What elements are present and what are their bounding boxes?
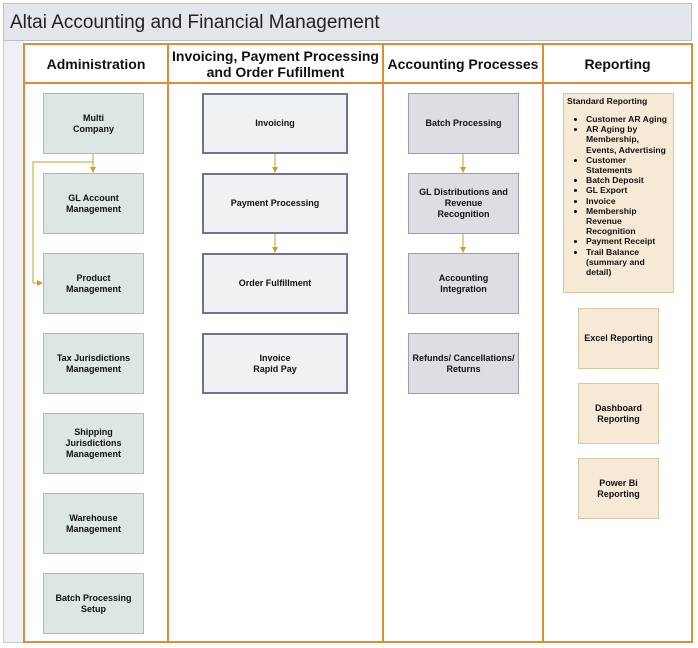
admin-warehouse-management[interactable]: Warehouse Management (43, 493, 144, 554)
acct-batch-processing[interactable]: Batch Processing (408, 93, 519, 154)
acct-refunds-cancellations[interactable]: Refunds/ Cancellations/ Returns (408, 333, 519, 394)
rep-excel-reporting[interactable]: Excel Reporting (578, 308, 659, 369)
acct-accounting-integration[interactable]: Accounting Integration (408, 253, 519, 314)
diagram-title: Altai Accounting and Financial Management (10, 12, 380, 33)
admin-tax-jurisdictions[interactable]: Tax Jurisdictions Management (43, 333, 144, 394)
rep-standard-item: • GL Export (586, 185, 670, 195)
rep-standard-item: • Trail Balance (summary and detail) (586, 247, 670, 278)
acct-gl-distributions[interactable]: GL Distributions and Revenue Recognition (408, 173, 519, 234)
inv-invoice-rapid-pay[interactable]: Invoice Rapid Pay (202, 333, 348, 394)
admin-batch-processing-setup[interactable]: Batch Processing Setup (43, 573, 144, 634)
connector-multi-to-product (33, 162, 93, 283)
inv-order-fulfillment[interactable]: Order Fulfillment (202, 253, 348, 314)
rep-standard-item: • Batch Deposit (586, 175, 670, 185)
rep-standard-title: Standard Reporting (567, 96, 648, 106)
lane-header-administration: Administration (25, 45, 167, 84)
admin-multi-company[interactable]: Multi Company (43, 93, 144, 154)
rep-standard-item: • AR Aging by Membership, Events, Advertising (586, 124, 670, 155)
inv-payment-processing[interactable]: Payment Processing (202, 173, 348, 234)
rep-standard-item: • Customer Statements (586, 155, 670, 175)
lane-header-accounting: Accounting Processes (384, 45, 542, 84)
admin-product-management[interactable]: Product Management (43, 253, 144, 314)
rep-standard-item: • Payment Receipt (586, 236, 670, 246)
rep-power-bi-reporting[interactable]: Power Bi Reporting (578, 458, 659, 519)
lane-header-invoicing: Invoicing, Payment Processing and Order Fufillment (169, 45, 382, 84)
admin-gl-account-management[interactable]: GL Account Management (43, 173, 144, 234)
admin-shipping-jurisdictions[interactable]: Shipping Jurisdictions Management (43, 413, 144, 474)
inv-invoicing[interactable]: Invoicing (202, 93, 348, 154)
lane-header-reporting: Reporting (544, 45, 691, 84)
rep-standard-item: • Customer AR Aging (586, 114, 670, 124)
rep-standard-item: • Membership Revenue Recognition (586, 206, 670, 237)
rep-dashboard-reporting[interactable]: Dashboard Reporting (578, 383, 659, 444)
rep-standard-item: • Invoice (586, 196, 670, 206)
